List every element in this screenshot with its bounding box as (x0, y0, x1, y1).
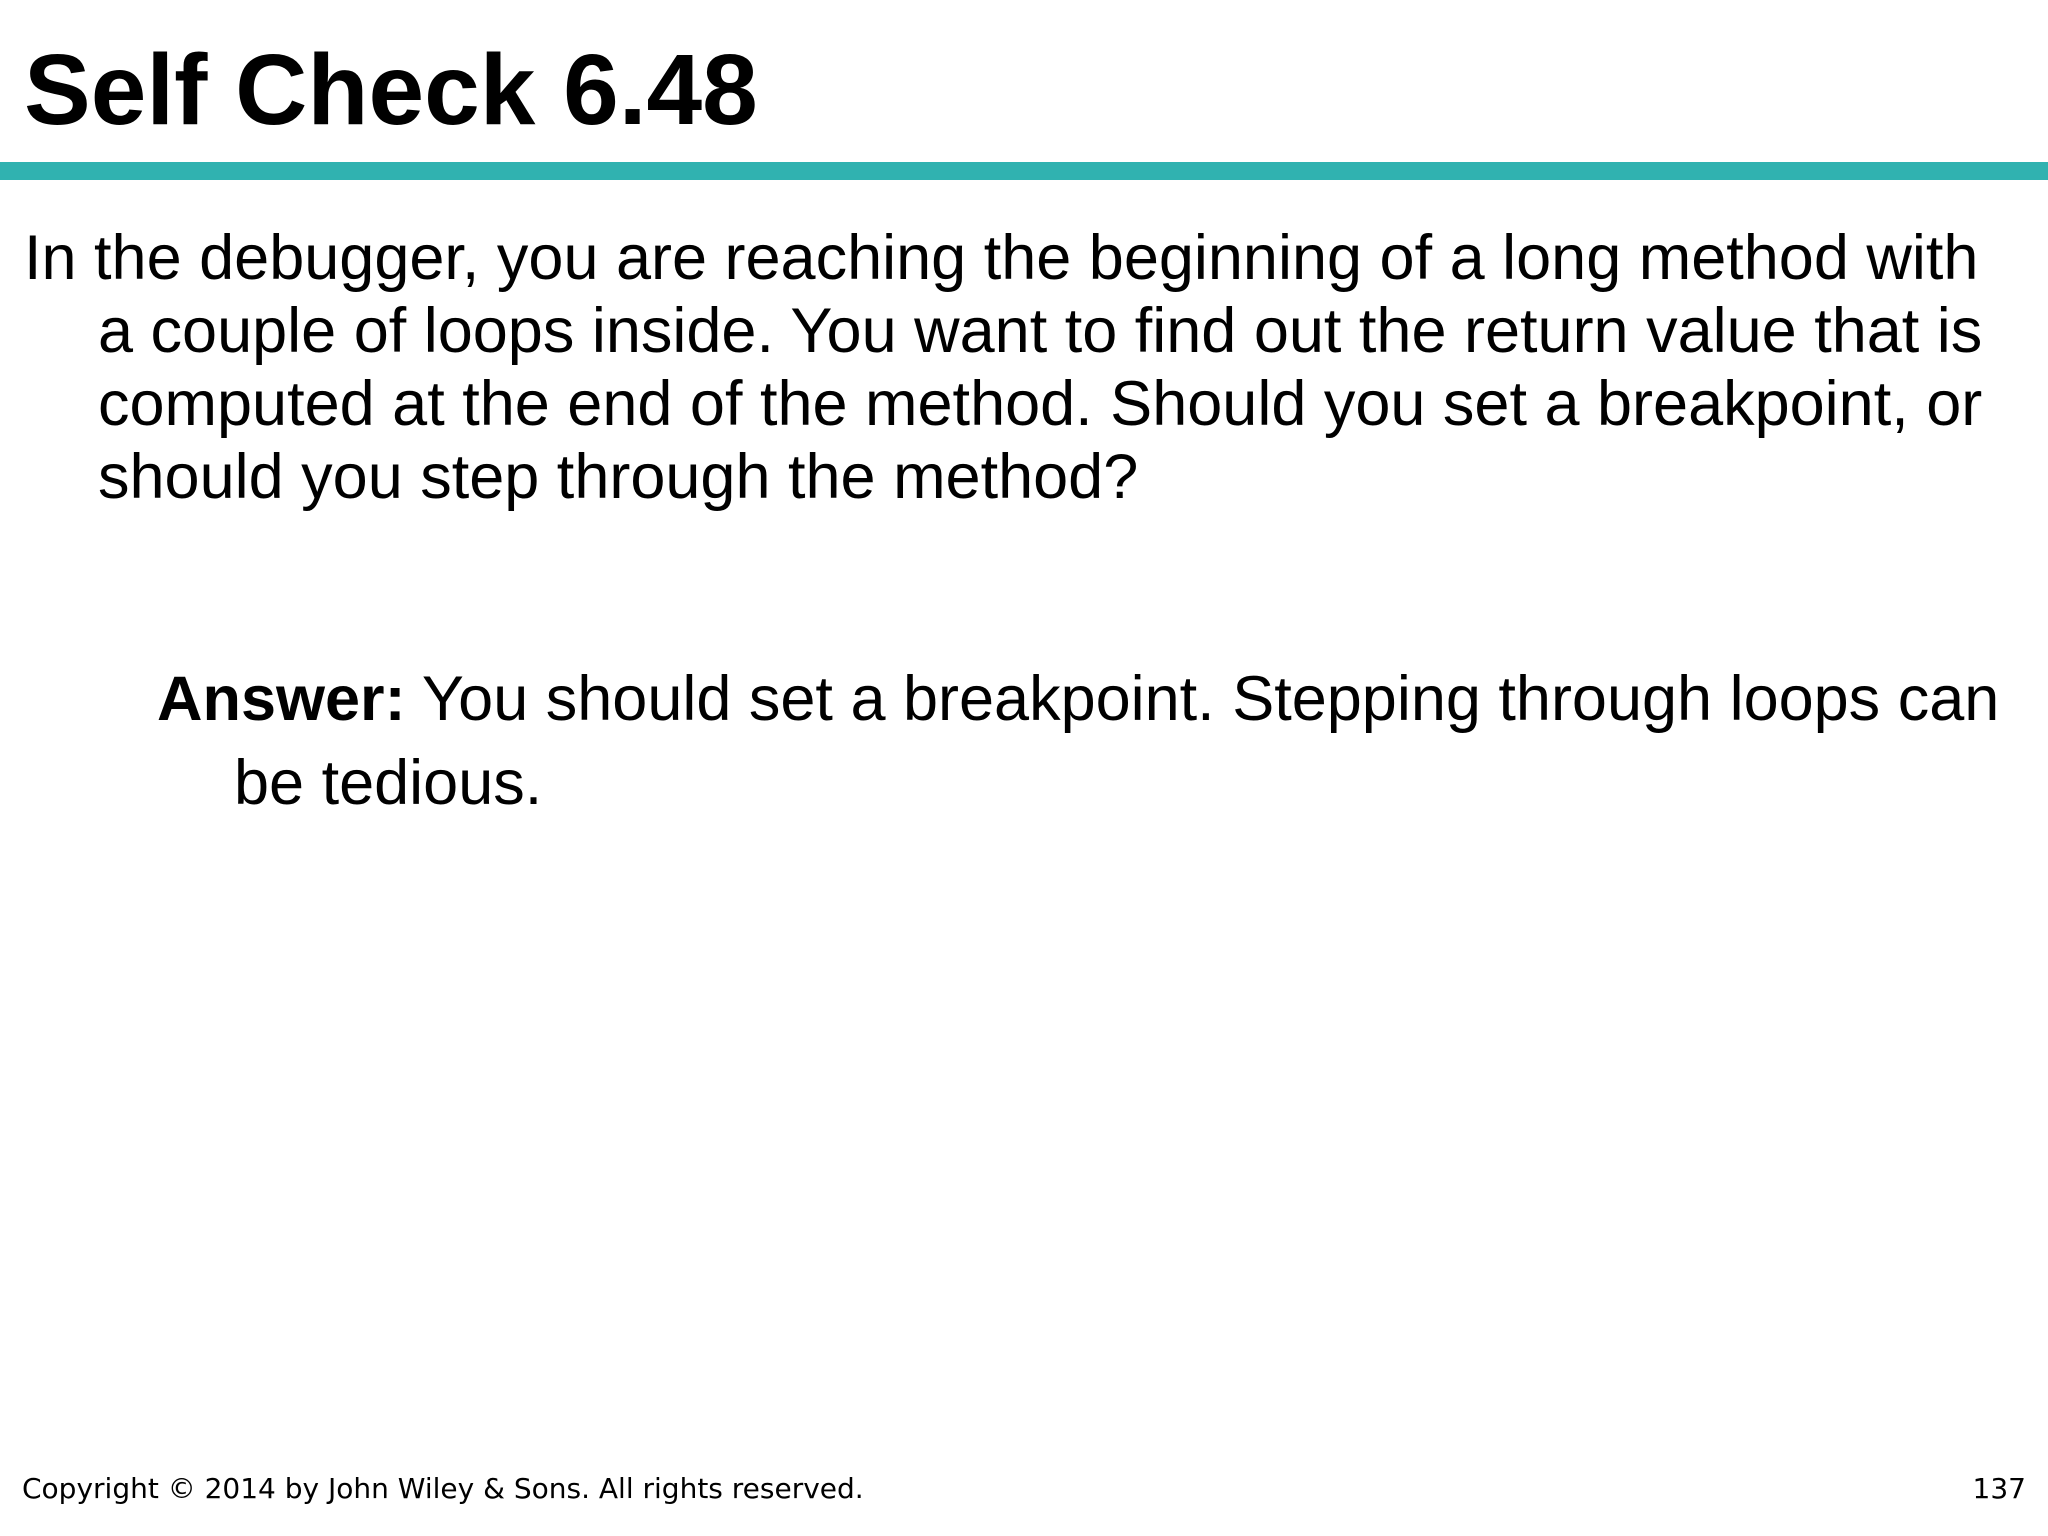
footer-copyright: Copyright © 2014 by John Wiley & Sons. All rights reserved. (22, 1472, 864, 1505)
page-number: 137 (1972, 1472, 2026, 1505)
answer-text: You should set a breakpoint. Stepping through loops can be tedious. (234, 664, 2000, 818)
slide-title: Self Check 6.48 (24, 34, 758, 146)
question-text: In the debugger, you are reaching the beginning of a long method with a couple of loops inside. You want to find out the return value that is computed at the end of the method. Should you set a breakpoint, or should you step through the method? (24, 223, 1983, 512)
title-divider (0, 162, 2048, 180)
answer-label: Answer: (157, 664, 406, 734)
answer-paragraph (157, 657, 2037, 825)
